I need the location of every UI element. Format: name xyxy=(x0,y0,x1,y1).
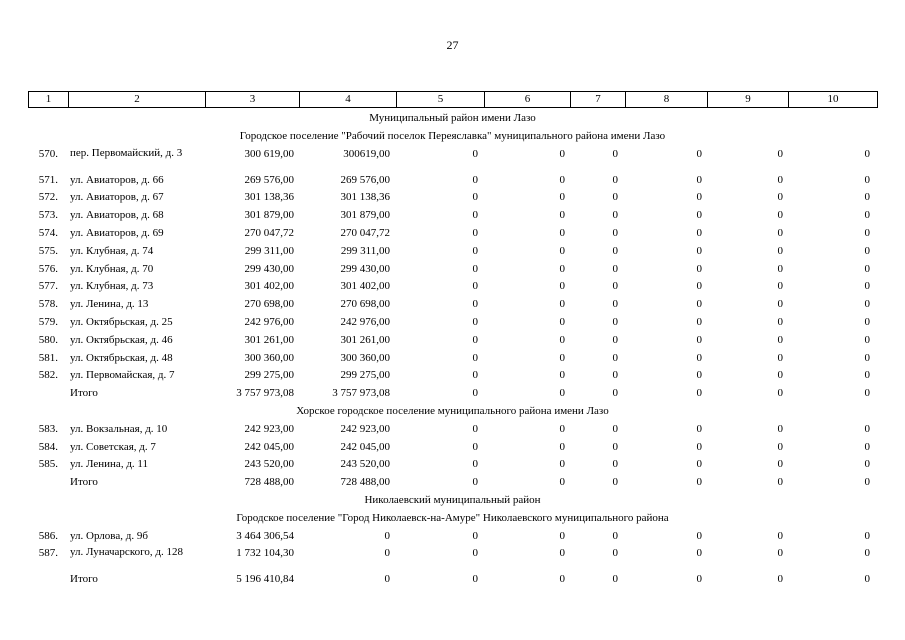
cell-c6: 0 xyxy=(559,280,565,293)
cell-c9: 0 xyxy=(777,209,783,222)
table-row xyxy=(28,439,877,457)
table-header xyxy=(28,91,878,108)
cell-c10: 0 xyxy=(864,191,870,204)
cell-c5: 0 xyxy=(472,191,478,204)
cell-c3: 3 464 306,54 xyxy=(236,529,294,542)
cell-c5: 0 xyxy=(472,369,478,382)
table-row xyxy=(28,243,877,261)
cell-c8: 0 xyxy=(696,147,702,160)
cell-c9: 0 xyxy=(777,262,783,275)
cell-c6: 0 xyxy=(559,440,565,453)
cell-c6: 0 xyxy=(559,262,565,275)
cell-c5: 0 xyxy=(472,529,478,542)
cell-c3: 300 619,00 xyxy=(244,147,294,160)
cell-c4: 243 520,00 xyxy=(340,458,390,471)
cell-c9: 0 xyxy=(777,173,783,186)
header-cell-10: 10 xyxy=(789,92,878,108)
cell-c10: 0 xyxy=(864,351,870,364)
cell-c7: 0 xyxy=(612,476,618,489)
header-cell-2: 2 xyxy=(69,92,206,108)
cell-c6: 0 xyxy=(559,529,565,542)
cell-c4: 300619,00 xyxy=(343,147,390,160)
cell-c8: 0 xyxy=(696,298,702,311)
cell-c5: 0 xyxy=(472,387,478,400)
header-cell-3: 3 xyxy=(206,92,300,108)
cell-c10: 0 xyxy=(864,244,870,257)
cell-c9: 0 xyxy=(777,529,783,542)
table-row xyxy=(28,261,877,279)
cell-c10: 0 xyxy=(864,573,870,586)
cell-c10: 0 xyxy=(864,298,870,311)
cell-c7: 0 xyxy=(612,244,618,257)
header-cell-4: 4 xyxy=(300,92,397,108)
table-row xyxy=(28,350,877,368)
cell-c9: 0 xyxy=(777,226,783,239)
cell-addr: ул. Октябрьская, д. 46 xyxy=(70,333,173,346)
cell-c5: 0 xyxy=(472,458,478,471)
cell-c4: 242 976,00 xyxy=(340,315,390,328)
cell-c9: 0 xyxy=(777,547,783,560)
cell-c6: 0 xyxy=(559,351,565,364)
cell-addr: ул. Вокзальная, д. 10 xyxy=(70,422,168,435)
section-title: Хорское городское поселение муниципального района имени Лазо xyxy=(296,404,609,417)
cell-c4: 301 879,00 xyxy=(340,209,390,222)
cell-addr: ул. Советская, д. 7 xyxy=(70,440,156,453)
cell-no: 583. xyxy=(38,422,58,435)
cell-c10: 0 xyxy=(864,147,870,160)
cell-c3: 299 430,00 xyxy=(244,262,294,275)
cell-c7: 0 xyxy=(612,298,618,311)
cell-c8: 0 xyxy=(696,476,702,489)
cell-c4: 301 402,00 xyxy=(340,280,390,293)
cell-c8: 0 xyxy=(696,191,702,204)
table-row xyxy=(28,367,877,385)
cell-c9: 0 xyxy=(777,573,783,586)
cell-c8: 0 xyxy=(696,458,702,471)
cell-c6: 0 xyxy=(559,226,565,239)
section-title: Городское поселение "Рабочий поселок Переяславка" муниципального района имени Лазо xyxy=(239,129,666,142)
cell-c7: 0 xyxy=(612,387,618,400)
cell-c5: 0 xyxy=(472,547,478,560)
cell-c6: 0 xyxy=(559,191,565,204)
cell-addr: ул. Октябрьская, д. 25 xyxy=(70,315,173,328)
cell-c3: 3 757 973,08 xyxy=(236,387,294,400)
cell-c10: 0 xyxy=(864,547,870,560)
cell-addr: пер. Первомайский, д. 3 xyxy=(70,146,183,159)
cell-c10: 0 xyxy=(864,422,870,435)
cell-c6: 0 xyxy=(559,315,565,328)
cell-c10: 0 xyxy=(864,476,870,489)
cell-c7: 0 xyxy=(612,280,618,293)
cell-c7: 0 xyxy=(612,547,618,560)
cell-c10: 0 xyxy=(864,315,870,328)
cell-c8: 0 xyxy=(696,226,702,239)
cell-c5: 0 xyxy=(472,147,478,160)
cell-c9: 0 xyxy=(777,280,783,293)
table-row xyxy=(28,189,877,207)
cell-c5: 0 xyxy=(472,351,478,364)
cell-c7: 0 xyxy=(612,173,618,186)
cell-no: 585. xyxy=(38,458,58,471)
cell-c8: 0 xyxy=(696,529,702,542)
cell-addr: ул. Орлова, д. 9б xyxy=(70,529,148,542)
cell-c7: 0 xyxy=(612,458,618,471)
cell-c8: 0 xyxy=(696,280,702,293)
cell-c10: 0 xyxy=(864,209,870,222)
cell-c3: 270 047,72 xyxy=(244,226,294,239)
cell-c4: 301 261,00 xyxy=(340,333,390,346)
cell-c10: 0 xyxy=(864,262,870,275)
cell-c6: 0 xyxy=(559,244,565,257)
cell-c9: 0 xyxy=(777,315,783,328)
cell-c4: 0 xyxy=(384,573,390,586)
table-row xyxy=(28,421,877,439)
cell-c8: 0 xyxy=(696,440,702,453)
cell-c9: 0 xyxy=(777,387,783,400)
cell-c3: 301 879,00 xyxy=(244,209,294,222)
cell-addr: ул. Клубная, д. 70 xyxy=(70,262,154,275)
cell-no: 576. xyxy=(38,262,58,275)
cell-c8: 0 xyxy=(696,262,702,275)
cell-c3: 728 488,00 xyxy=(244,476,294,489)
cell-c6: 0 xyxy=(559,369,565,382)
cell-no: 578. xyxy=(38,298,58,311)
cell-c5: 0 xyxy=(472,262,478,275)
cell-no: 570. xyxy=(38,147,58,160)
cell-c8: 0 xyxy=(696,209,702,222)
cell-c10: 0 xyxy=(864,529,870,542)
cell-c5: 0 xyxy=(472,476,478,489)
cell-c4: 270 698,00 xyxy=(340,298,390,311)
cell-c3: 301 261,00 xyxy=(244,333,294,346)
table-row xyxy=(28,332,877,350)
cell-c8: 0 xyxy=(696,244,702,257)
cell-addr: ул. Октябрьская, д. 48 xyxy=(70,351,173,364)
header-cell-7: 7 xyxy=(571,92,626,108)
cell-c6: 0 xyxy=(559,387,565,400)
cell-c5: 0 xyxy=(472,173,478,186)
cell-c7: 0 xyxy=(612,315,618,328)
page-number: 27 xyxy=(446,38,459,52)
cell-c7: 0 xyxy=(612,191,618,204)
cell-c10: 0 xyxy=(864,458,870,471)
cell-c8: 0 xyxy=(696,422,702,435)
cell-c9: 0 xyxy=(777,244,783,257)
cell-no: 577. xyxy=(38,280,58,293)
cell-c3: 1 732 104,30 xyxy=(236,547,294,560)
cell-c6: 0 xyxy=(559,573,565,586)
cell-c8: 0 xyxy=(696,333,702,346)
cell-no: 574. xyxy=(38,226,58,239)
table-body xyxy=(28,110,877,589)
cell-no: 571. xyxy=(38,173,58,186)
cell-c6: 0 xyxy=(559,476,565,489)
cell-c4: 300 360,00 xyxy=(340,351,390,364)
cell-c3: 269 576,00 xyxy=(244,173,294,186)
cell-addr: ул. Клубная, д. 73 xyxy=(70,280,154,293)
header-cell-1: 1 xyxy=(29,92,69,108)
cell-c3: 242 923,00 xyxy=(244,422,294,435)
cell-c4: 270 047,72 xyxy=(340,226,390,239)
cell-c6: 0 xyxy=(559,547,565,560)
cell-no: 580. xyxy=(38,333,58,346)
cell-c9: 0 xyxy=(777,440,783,453)
cell-c6: 0 xyxy=(559,209,565,222)
cell-no: 584. xyxy=(38,440,58,453)
cell-c9: 0 xyxy=(777,333,783,346)
cell-c8: 0 xyxy=(696,387,702,400)
cell-c6: 0 xyxy=(559,298,565,311)
cell-c9: 0 xyxy=(777,298,783,311)
cell-no: 579. xyxy=(38,315,58,328)
cell-c5: 0 xyxy=(472,244,478,257)
cell-c4: 299 430,00 xyxy=(340,262,390,275)
cell-c9: 0 xyxy=(777,191,783,204)
cell-c10: 0 xyxy=(864,440,870,453)
cell-c3: 301 402,00 xyxy=(244,280,294,293)
cell-addr: Итого xyxy=(70,573,98,586)
cell-c9: 0 xyxy=(777,351,783,364)
cell-c4: 299 311,00 xyxy=(340,244,390,257)
cell-c8: 0 xyxy=(696,173,702,186)
cell-addr: ул. Клубная, д. 74 xyxy=(70,244,154,257)
cell-no: 587. xyxy=(38,547,58,560)
cell-c5: 0 xyxy=(472,209,478,222)
cell-no: 573. xyxy=(38,209,58,222)
cell-addr: ул. Авиаторов, д. 67 xyxy=(70,191,164,204)
cell-c8: 0 xyxy=(696,547,702,560)
cell-c3: 243 520,00 xyxy=(244,458,294,471)
cell-c4: 728 488,00 xyxy=(340,476,390,489)
cell-c4: 242 923,00 xyxy=(340,422,390,435)
cell-c10: 0 xyxy=(864,173,870,186)
cell-addr: ул. Луначарского, д. 128 xyxy=(70,546,183,559)
cell-c10: 0 xyxy=(864,387,870,400)
cell-c6: 0 xyxy=(559,458,565,471)
cell-c10: 0 xyxy=(864,226,870,239)
cell-c7: 0 xyxy=(612,226,618,239)
cell-c7: 0 xyxy=(612,422,618,435)
cell-c8: 0 xyxy=(696,573,702,586)
cell-addr: ул. Ленина, д. 13 xyxy=(70,298,149,311)
cell-c3: 299 311,00 xyxy=(244,244,294,257)
header-cell-5: 5 xyxy=(397,92,485,108)
cell-c5: 0 xyxy=(472,422,478,435)
cell-addr: Итого xyxy=(70,476,98,489)
table-row xyxy=(28,207,877,225)
cell-c5: 0 xyxy=(472,226,478,239)
cell-c8: 0 xyxy=(696,351,702,364)
table-row xyxy=(28,172,877,190)
section-title: Городское поселение "Город Николаевск-на-Амуре" Николаевского муниципального района xyxy=(236,511,669,524)
table-row xyxy=(28,314,877,332)
cell-no: 575. xyxy=(38,244,58,257)
cell-c7: 0 xyxy=(612,440,618,453)
cell-c3: 5 196 410,84 xyxy=(236,573,294,586)
cell-c7: 0 xyxy=(612,351,618,364)
total-row xyxy=(28,385,877,403)
cell-c4: 269 576,00 xyxy=(340,173,390,186)
cell-c4: 301 138,36 xyxy=(340,191,390,204)
cell-c7: 0 xyxy=(612,262,618,275)
cell-c7: 0 xyxy=(612,209,618,222)
cell-c6: 0 xyxy=(559,147,565,160)
cell-c3: 242 045,00 xyxy=(244,440,294,453)
cell-c5: 0 xyxy=(472,440,478,453)
cell-c4: 0 xyxy=(384,547,390,560)
table-row xyxy=(28,278,877,296)
cell-addr: ул. Авиаторов, д. 66 xyxy=(70,173,164,186)
cell-c10: 0 xyxy=(864,369,870,382)
table-row xyxy=(28,456,877,474)
table-row xyxy=(28,296,877,314)
header-cell-8: 8 xyxy=(626,92,708,108)
cell-c9: 0 xyxy=(777,147,783,160)
total-row xyxy=(28,474,877,492)
cell-c7: 0 xyxy=(612,573,618,586)
cell-c9: 0 xyxy=(777,476,783,489)
cell-c9: 0 xyxy=(777,422,783,435)
cell-c10: 0 xyxy=(864,333,870,346)
total-row xyxy=(28,571,877,589)
cell-c8: 0 xyxy=(696,315,702,328)
table-row xyxy=(28,146,877,172)
cell-c9: 0 xyxy=(777,458,783,471)
cell-c5: 0 xyxy=(472,298,478,311)
cell-c6: 0 xyxy=(559,173,565,186)
cell-c3: 300 360,00 xyxy=(244,351,294,364)
cell-c6: 0 xyxy=(559,422,565,435)
cell-c5: 0 xyxy=(472,280,478,293)
cell-addr: Итого xyxy=(70,387,98,400)
cell-c3: 299 275,00 xyxy=(244,369,294,382)
cell-addr: ул. Авиаторов, д. 69 xyxy=(70,226,164,239)
cell-c4: 3 757 973,08 xyxy=(332,387,390,400)
cell-c6: 0 xyxy=(559,333,565,346)
cell-c5: 0 xyxy=(472,333,478,346)
cell-no: 582. xyxy=(38,369,58,382)
cell-c4: 242 045,00 xyxy=(340,440,390,453)
cell-no: 572. xyxy=(38,191,58,204)
table-row xyxy=(28,528,877,546)
cell-c7: 0 xyxy=(612,369,618,382)
cell-c8: 0 xyxy=(696,369,702,382)
cell-no: 586. xyxy=(38,529,58,542)
cell-no: 581. xyxy=(38,351,58,364)
cell-c4: 299 275,00 xyxy=(340,369,390,382)
cell-c7: 0 xyxy=(612,529,618,542)
section-title: Николаевский муниципальный район xyxy=(364,493,541,506)
cell-addr: ул. Ленина, д. 11 xyxy=(70,458,149,471)
header-cell-6: 6 xyxy=(485,92,571,108)
cell-c5: 0 xyxy=(472,573,478,586)
cell-c5: 0 xyxy=(472,315,478,328)
cell-c7: 0 xyxy=(612,333,618,346)
cell-addr: ул. Первомайская, д. 7 xyxy=(70,369,175,382)
cell-addr: ул. Авиаторов, д. 68 xyxy=(70,209,164,222)
cell-c10: 0 xyxy=(864,280,870,293)
table-row xyxy=(28,225,877,243)
cell-c3: 242 976,00 xyxy=(244,315,294,328)
section-title: Муниципальный район имени Лазо xyxy=(369,112,536,124)
table-row xyxy=(28,545,877,571)
cell-c9: 0 xyxy=(777,369,783,382)
cell-c7: 0 xyxy=(612,147,618,160)
header-cell-9: 9 xyxy=(708,92,789,108)
cell-c4: 0 xyxy=(384,529,390,542)
cell-c3: 270 698,00 xyxy=(244,298,294,311)
cell-c3: 301 138,36 xyxy=(244,191,294,204)
